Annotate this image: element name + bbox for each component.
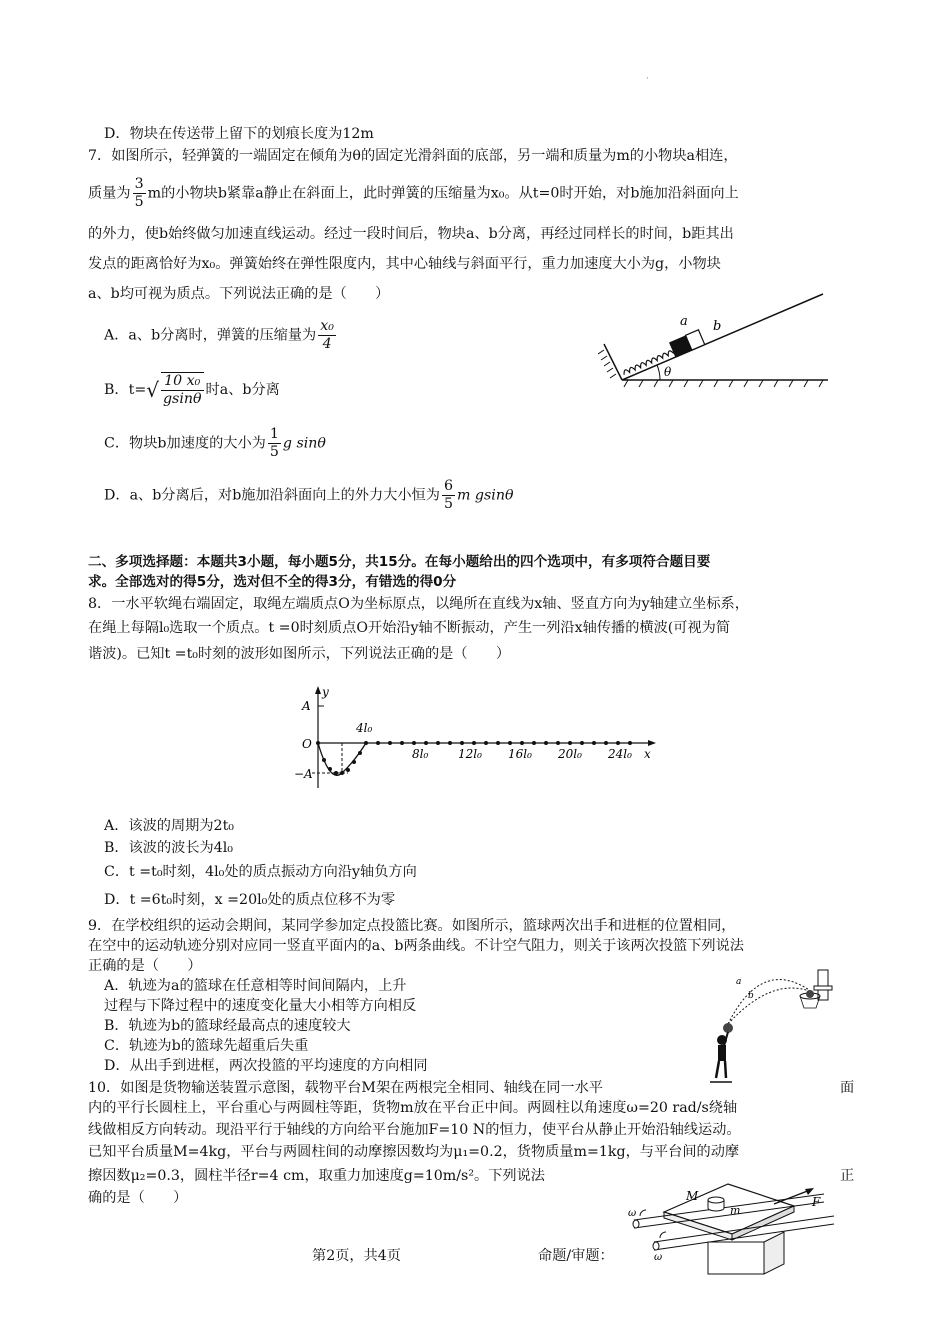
- label-omega-2: ω: [654, 1252, 663, 1263]
- q8-line-1: 8．一水平软绳右端固定，取绳左端质点O为坐标原点，以绳所在直线为x轴、竖直方向为y轴建立坐标系，: [88, 596, 749, 612]
- label-b: b: [713, 319, 722, 334]
- q9-line-3: 正确的是（ ）: [88, 958, 202, 974]
- q7-opt-a-text: A．a、b分离时，弹簧的压缩量为: [104, 327, 317, 344]
- tick-20l0: 20l₀: [558, 747, 582, 761]
- q8-option-d: D．t =6t₀时刻，x =20l₀处的质点位移不为零: [104, 892, 396, 908]
- q7-line-4: 发点的距离恰好为x₀。弹簧始终在弹性限度内，其中心轴线与斜面平行，重力加速度大小为g，小物块: [88, 256, 721, 272]
- label-theta: θ: [664, 365, 672, 379]
- label-A: A: [302, 699, 311, 713]
- q10-line-1-end: 面: [840, 1080, 855, 1096]
- q8-option-c: C．t =t₀时刻，4l₀处的质点振动方向沿y轴负方向: [104, 864, 417, 880]
- tick-24l0: 24l₀: [608, 747, 632, 761]
- q10-line-4: 已知平台质量M=4kg，平台与两圆柱间的动摩擦因数均为μ₁=0.2，货物质量m=1kg，与平台间的动摩: [88, 1144, 740, 1160]
- frac-den: gsinθ: [162, 391, 202, 407]
- q7-option-d: [104, 478, 514, 513]
- q7-option-c: [104, 426, 326, 461]
- q8-line-3: 谐波)。已知t =t₀时刻的波形如图所示，下列说法正确的是（ ）: [88, 646, 511, 662]
- q9-option-a-1: A．轨迹为a的篮球在任意相等时间间隔内，上升: [104, 978, 407, 994]
- q9-line-1: 9．在学校组织的运动会期间，某同学参加定点投篮比赛。如图所示，篮球两次出手和进框的位置相同，: [88, 918, 736, 934]
- ball: [723, 1023, 733, 1033]
- wave-figure: [292, 684, 662, 794]
- label-a: a: [680, 314, 688, 329]
- q7-mass-fraction: [133, 176, 146, 211]
- label-M: M: [686, 1189, 699, 1203]
- label-m: m: [730, 1204, 741, 1217]
- q9-line-2: 在空中的运动轨迹分别对应同一竖直平面内的a、b两条曲线。不计空气阻力，则关于该两次投篮下列说法: [88, 938, 744, 954]
- frac-den: 5: [134, 194, 144, 210]
- label-omega-1: ω: [628, 1208, 637, 1219]
- trajectory-b: [728, 988, 812, 1024]
- frac-num: 3: [134, 176, 144, 192]
- label-O: O: [302, 737, 312, 751]
- sqrt-sign: √: [146, 378, 159, 402]
- spring-and-blocks: [619, 330, 704, 379]
- q7-opt-c-fraction: [268, 426, 281, 461]
- frac-num: 10 x₀: [161, 373, 204, 391]
- frac-den: 5: [269, 444, 279, 460]
- section2-line-2: 求。全部选对的得5分，选对但不全的得3分，有错选的得0分: [88, 574, 457, 590]
- axis-y-label: y: [322, 685, 329, 699]
- author-label: 命题/审题：: [538, 1248, 614, 1264]
- frac-den: 5: [443, 496, 453, 512]
- q7-line-2a: 质量为: [88, 185, 131, 202]
- page-number: 第2页，共4页: [312, 1248, 401, 1264]
- q10-line-5-end: 正: [840, 1168, 855, 1184]
- frac-num: 1: [269, 426, 279, 442]
- incline-line: [622, 294, 823, 380]
- frac-num: 6: [443, 478, 453, 494]
- q9-option-d: D．从出手到进框，两次投篮的平均速度的方向相同: [104, 1058, 428, 1074]
- q10-line-6: 确的是（ ）: [88, 1190, 188, 1206]
- incline-spring-figure: [598, 290, 833, 390]
- q7-opt-c-post: g sinθ: [282, 435, 326, 452]
- frac-den: 4: [322, 336, 332, 352]
- conveyor-figure: [624, 1178, 850, 1278]
- section2-line-1: 二、多项选择题：本题共3小题，每小题5分，共15分。在每小题给出的四个选项中，有多项符合题目要: [88, 554, 711, 570]
- q7-line-5: a、b均可视为质点。下列说法正确的是（ ）: [88, 286, 390, 302]
- q7-line-1: 7．如图所示，轻弹簧的一端固定在倾角为θ的固定光滑斜面的底部，另一端和质量为m的小物块a相连，: [88, 148, 738, 164]
- q7-opt-b-pre: B．t=: [104, 382, 147, 398]
- corner-dot: ·: [646, 74, 649, 84]
- q10-line-5: 擦因数μ₂=0.3，圆柱半径r=4 cm，取重力加速度g=10m/s²。下列说法: [88, 1168, 545, 1184]
- q8-option-a: A．该波的周期为2t₀: [104, 818, 234, 834]
- q10-line-1: 10．如图是货物输送装置示意图，载物平台M架在两根完全相同、轴线在同一水平: [88, 1080, 603, 1096]
- q7-line-2: [88, 176, 739, 211]
- q9-option-b: B．轨迹为b的篮球经最高点的速度较大: [104, 1018, 351, 1034]
- q7-opt-d-text: D．a、b分离后，对b施加沿斜面向上的外力大小恒为: [104, 487, 440, 504]
- cylinder-1-end: [633, 1220, 639, 1228]
- q7-opt-b-post: 时a、b分离: [205, 382, 280, 398]
- cylinder-2-end: [653, 1242, 659, 1250]
- label-b: b: [748, 991, 754, 1001]
- tick-4l0: 4l₀: [356, 721, 373, 735]
- q7-line-3: 的外力，使b始终做匀加速直线运动。经过一段时间后，物块a、b分离，再经过同样长的时间，b距其出: [88, 226, 734, 242]
- player: [710, 1032, 732, 1082]
- q7-line-2b: m的小物块b紧靠a静止在斜面上，此时弹簧的压缩量为x₀。从t=0时开始，对b施加沿斜面向上: [147, 185, 739, 202]
- label-a: a: [736, 977, 742, 987]
- label-neg-A: −A: [294, 767, 313, 781]
- q9-option-c: C．轨迹为b的篮球先超重后失重: [104, 1038, 309, 1054]
- axis-x-label: x: [644, 747, 651, 761]
- q8-option-b: B．该波的波长为4l₀: [104, 840, 233, 856]
- basketball-figure: [702, 966, 838, 1086]
- frac-num: x₀: [320, 318, 334, 334]
- tick-12l0: 12l₀: [458, 747, 482, 761]
- base-box: [708, 1242, 764, 1274]
- q9-option-a-2: 过程与下降过程中的速度变化量大小相等方向相反: [104, 998, 417, 1014]
- wall-line: [604, 344, 622, 380]
- q7-opt-b-fraction: [161, 372, 204, 408]
- q7-opt-a-fraction: [318, 318, 336, 353]
- q7-opt-d-post: m gsinθ: [456, 487, 514, 504]
- q6-option-d: D．物块在传送带上留下的划痕长度为12m: [104, 126, 374, 142]
- q7-opt-c-text: C．物块b加速度的大小为: [104, 435, 266, 452]
- tick-8l0: 8l₀: [412, 747, 429, 761]
- label-F: F: [812, 1195, 821, 1209]
- q10-line-3: 线做相反方向转动。现沿平行于轴线的方向给平台施加F=10 N的恒力，使平台从静止开始沿轴线运动。: [88, 1122, 741, 1138]
- q8-line-2: 在绳上每隔l₀选取一个质点。t =0时刻质点O开始沿y轴不断振动，产生一列沿x轴传播的横波(可视为简: [88, 620, 731, 636]
- q7-option-b: [104, 372, 280, 408]
- q7-option-a: [104, 318, 338, 353]
- q7-opt-d-fraction: [442, 478, 455, 513]
- tick-16l0: 16l₀: [508, 747, 532, 761]
- q10-line-2: 内的平行长圆柱上，平台重心与两圆柱等距，货物m放在平台正中间。两圆柱以角速度ω=20 rad/s绕轴: [88, 1100, 738, 1116]
